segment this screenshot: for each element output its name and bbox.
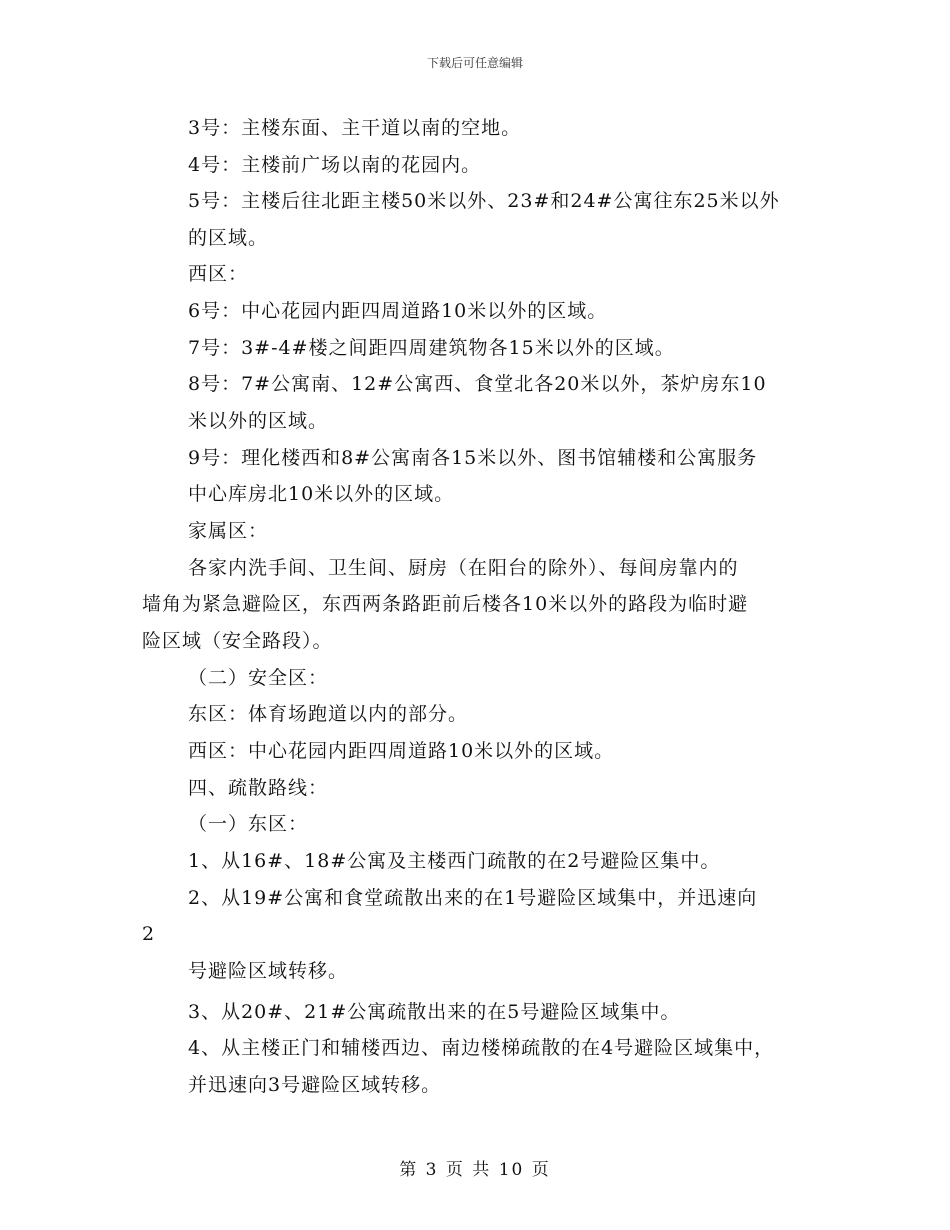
text-line: 4号：主楼前广场以南的花园内。 <box>188 154 482 176</box>
text-line: 2、从19#公寓和食堂疏散出来的在1号避险区域集中，并迅速向 <box>188 887 758 909</box>
text-line: 2 <box>142 923 156 945</box>
text-line: （一）东区： <box>188 813 309 835</box>
text-line: 6号：中心花园内距四周道路10米以外的区域。 <box>188 300 608 322</box>
text-line: （二）安全区： <box>188 667 329 689</box>
text-line: 险区域（安全路段）。 <box>142 630 333 652</box>
text-line: 1、从16#、18#公寓及主楼西门疏散的在2号避险区集中。 <box>188 850 721 872</box>
text-line: 西区： <box>188 263 249 285</box>
text-line: 3号：主楼东面、主干道以南的空地。 <box>188 117 522 139</box>
text-line: 各家内洗手间、卫生间、厨房（在阳台的除外）、每间房靠内的 <box>188 557 739 579</box>
text-line: 中心库房北10米以外的区域。 <box>188 483 455 505</box>
text-line: 9号：理化楼西和8#公寓南各15米以外、图书馆辅楼和公寓服务 <box>188 447 758 469</box>
page-header: 下载后可任意编辑 <box>426 56 523 70</box>
text-line: 8号：7#公寓南、12#公寓西、食堂北各20米以外，茶炉房东10 <box>188 373 767 395</box>
text-line: 家属区： <box>188 520 269 542</box>
text-line: 号避险区域转移。 <box>188 960 349 982</box>
text-line: 并迅速向3号避险区域转移。 <box>188 1074 442 1096</box>
text-line: 的区域。 <box>188 227 269 249</box>
text-line: 东区：体育场跑道以内的部分。 <box>188 703 469 725</box>
text-line: 米以外的区域。 <box>188 410 329 432</box>
text-line: 7号：3#-4#楼之间距四周建筑物各15米以外的区域。 <box>188 337 675 359</box>
text-line: 5号：主楼后往北距主楼50米以外、23#和24#公寓往东25米以外 <box>188 190 780 212</box>
text-line: 墙角为紧急避险区，东西两条路距前后楼各10米以外的路段为临时避 <box>142 593 749 615</box>
text-line: 四、疏散路线： <box>188 777 329 799</box>
text-line: 4、从主楼正门和辅楼西边、南边楼梯疏散的在4号避险区域集中， <box>188 1037 775 1059</box>
text-line: 西区：中心花园内距四周道路10米以外的区域。 <box>188 740 615 762</box>
page-footer: 第 3 页 共 10 页 <box>399 1160 551 1180</box>
text-line: 3、从20#、21#公寓疏散出来的在5号避险区域集中。 <box>188 1001 681 1023</box>
